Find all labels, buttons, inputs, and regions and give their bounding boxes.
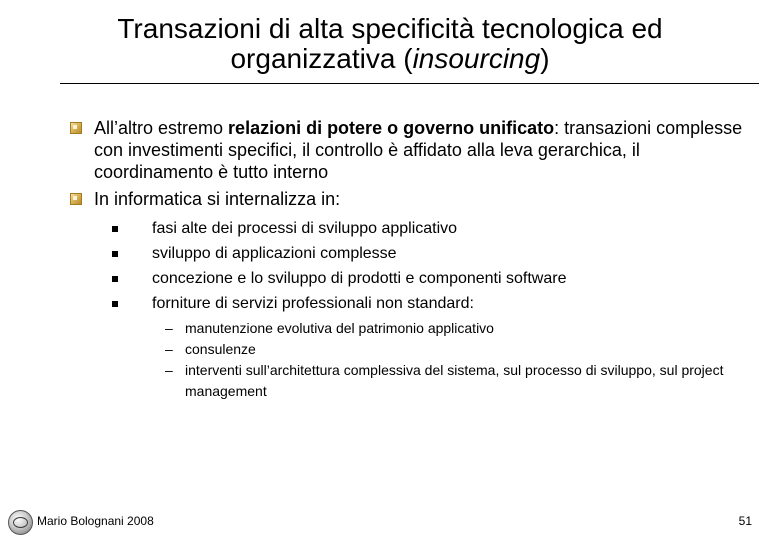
bullet-text-bold: relazioni di potere o governo unificato (228, 118, 555, 138)
subbullet-item (112, 269, 712, 294)
subsubbullet-item (165, 360, 725, 402)
bullet-text-pre: All’altro estremo (94, 118, 229, 138)
subbullet-text: concezione e lo sviluppo di prodotti e componenti software (152, 270, 567, 287)
bullet-text: In informatica si internalizza in: (94, 189, 341, 209)
slide-title-line2 (60, 44, 720, 74)
footer-author: Mario Bolognani 2008 (37, 514, 154, 528)
author-logo-icon (8, 510, 33, 535)
subbullet-text: fasi alte dei processi di sviluppo applicativo (152, 220, 458, 237)
subsubbullet-text: consulenze (185, 341, 256, 357)
subbullet-text: forniture di servizi professionali non standard: (152, 295, 474, 312)
slide-title-line2-italic: insourcing (412, 43, 541, 74)
subbullet-item (112, 244, 712, 269)
square-bullet-icon (112, 226, 118, 232)
page-number: 51 (738, 514, 752, 528)
logo-ring (13, 517, 28, 528)
bullet-text-post: : transazioni complesse con investimenti specifici, il controllo è affidato alla leva gerarchica, il coordinamento è tutto interno (94, 118, 743, 182)
square-bullet-icon (70, 193, 82, 205)
bullet-item (94, 188, 754, 210)
dash-bullet-icon: – (165, 362, 173, 378)
square-bullet-icon (112, 276, 118, 282)
subbullet-list (112, 219, 712, 319)
subsubbullet-item (165, 339, 725, 360)
title-divider (60, 83, 759, 84)
slide-title (60, 14, 720, 74)
subsubbullet-text: interventi sull’architettura complessiva del sistema, sul processo di sviluppo, sul project management (185, 362, 724, 399)
subbullet-item (112, 219, 712, 244)
slide-title-line1: Transazioni di alta specificità tecnologica ed (117, 13, 663, 44)
slide-title-line2-prefix: organizzativa ( (230, 43, 413, 74)
bullet-item (94, 117, 754, 183)
subsubbullet-text: manutenzione evolutiva del patrimonio applicativo (185, 320, 494, 336)
bullet-text (94, 117, 754, 183)
subbullet-text: sviluppo di applicazioni complesse (152, 245, 397, 262)
dash-bullet-icon: – (165, 320, 173, 336)
slide-title-line2-suffix: ) (540, 43, 550, 74)
square-bullet-icon (112, 301, 118, 307)
subsubbullet-item (165, 318, 725, 339)
subbullet-item (112, 294, 712, 319)
dash-bullet-icon: – (165, 341, 173, 357)
square-bullet-icon (112, 251, 118, 257)
square-bullet-icon (70, 122, 82, 134)
subsubbullet-list (165, 318, 725, 402)
